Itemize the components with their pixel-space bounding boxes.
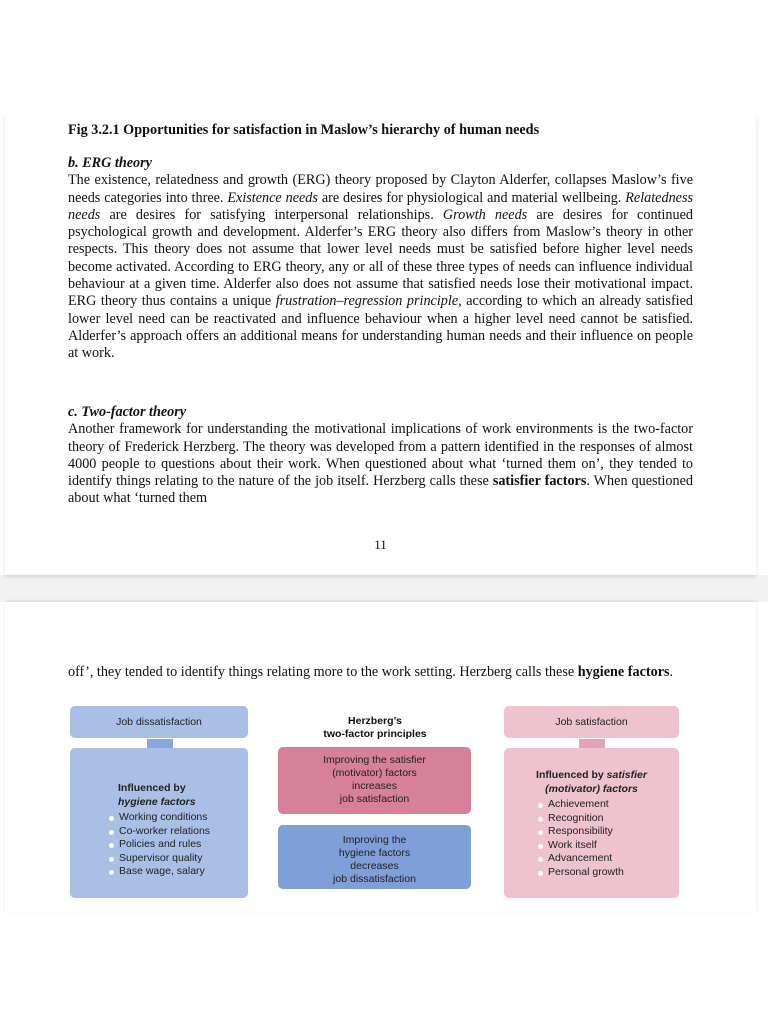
list-item: Supervisor quality [107,852,210,866]
satisfier-principle-box: Improving the satisfier (motivator) factors increases job satisfaction [278,747,471,814]
satisfier-title: Influenced by satisfier (motivator) factors [536,769,647,795]
page-gap [0,575,768,602]
two-factor-paragraph: Another framework for understanding the motivational implications of work environments is the two-factor theory of Frederick Herzberg. The theory was developed from a pattern identified in the responses of almost 4000 people to questions about their work. When questioned about what ‘turned them on’, they tended to identify things relating to the nature of the job itself. Herzberg calls these satisfier factors. When questioned about what ‘turned them [68,421,694,507]
hygiene-factor-list [107,811,210,879]
list-item: Responsibility [536,825,624,839]
list-item: Work itself [536,839,624,853]
satisfier-factor-list [536,798,624,879]
two-factor-heading: c. Two-factor theory [68,404,187,420]
document-page-1 [5,115,756,575]
hygiene-principle-box: Improving the hygiene factors decreases job dissatisfaction [278,825,471,889]
herzberg-diagram [67,706,687,906]
erg-section [68,155,693,363]
figure-title: Fig 3.2.1 Opportunities for satisfaction in Maslow’s hierarchy of human needs [68,122,540,138]
list-item: Policies and rules [107,838,210,852]
erg-paragraph: The existence, relatedness and growth (ERG) theory proposed by Clayton Alderfer, collapses Maslow’s five needs categories into three. Existence needs are desires for physiological and material wellbeing. Relatedness needs are desires for satisfying interpersonal relationships. Growth needs are desires for continued psychological growth and development. Alderfer’s ERG theory also differs from Maslow’s theory in other respects. This theory does not assume that lower level needs must be satisfied before higher level needs become activated. According to ERG theory, any or all of these three types of needs can influence individual behaviour at a given time. Alderfer also does not assume that satisfied needs lose their motivational impact. ERG theory thus contains a unique frustration–regression principle, according to which an already satisfied lower level need can be reactivated and influence behaviour when a higher level need cannot be satisfied. Alderfer’s approach offers an additional means for understanding human needs and their influence on people at work. [68,172,694,362]
satisfier-factors-box [504,748,679,898]
two-factor-section [68,404,693,508]
hygiene-factors-box [70,748,248,898]
continuation-paragraph: off’, they tended to identify things relating more to the work setting. Herzberg calls these hygiene factors. [68,664,674,680]
list-item: Working conditions [107,811,210,825]
erg-heading: b. ERG theory [68,155,152,171]
center-title: Herzberg’s two-factor principles [323,715,427,740]
list-item: Advancement [536,852,624,866]
hygiene-title: Influenced by hygiene factors [118,782,196,808]
job-dissatisfaction-header: Job dissatisfaction [70,706,248,738]
page-number: 11 [374,537,387,552]
continuation-section [68,664,693,681]
list-item: Recognition [536,812,624,826]
job-satisfaction-header: Job satisfaction [504,706,679,738]
list-item: Achievement [536,798,624,812]
list-item: Personal growth [536,866,624,880]
list-item: Base wage, salary [107,865,210,879]
list-item: Co-worker relations [107,825,210,839]
